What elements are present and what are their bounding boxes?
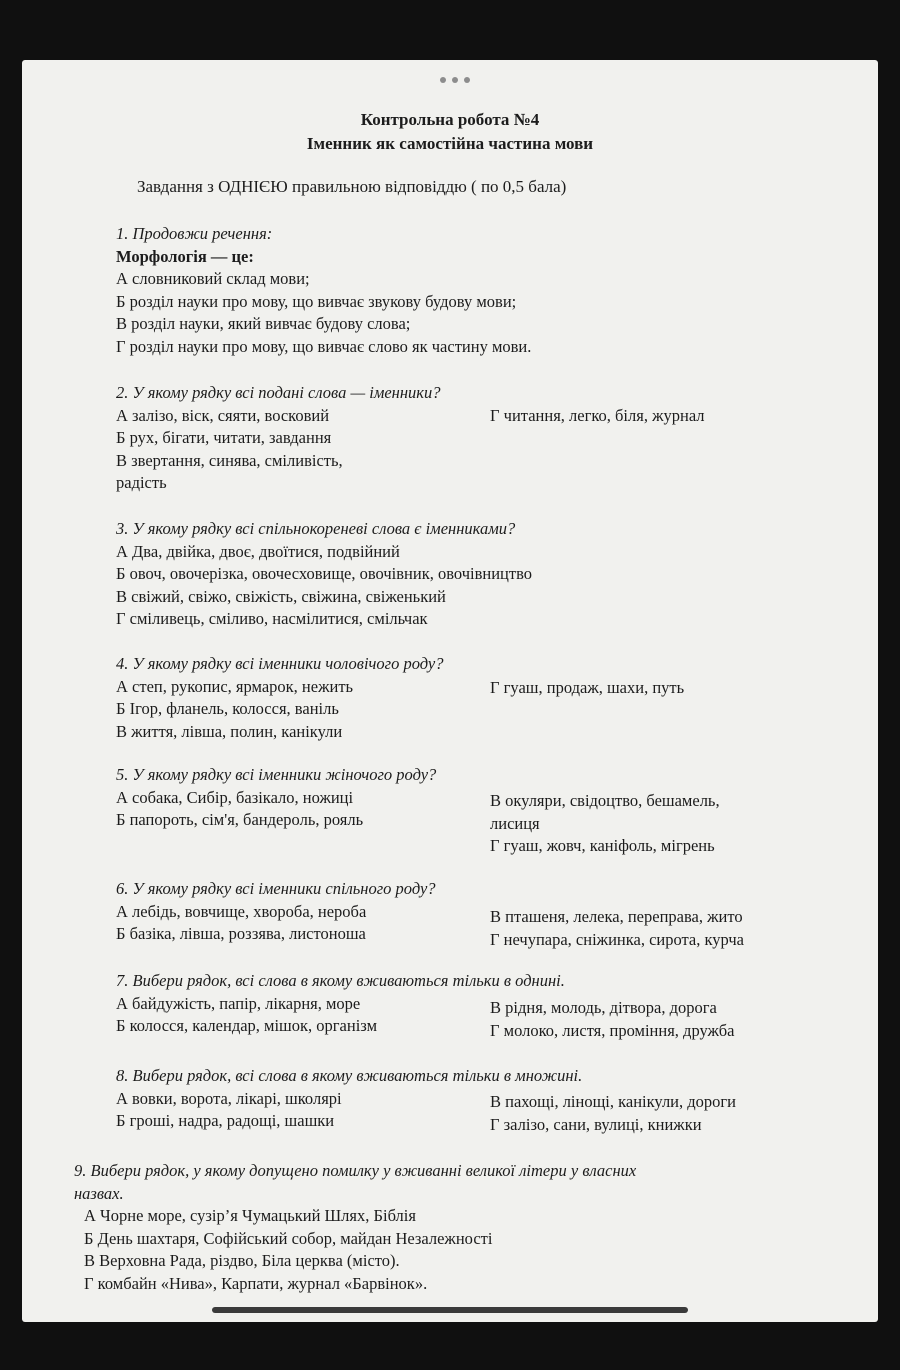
question-5-option-a: А собака, Сибір, базікало, ножиці (116, 787, 354, 807)
question-1-option-v: В розділ науки, який вивчає будову слова; (116, 314, 411, 333)
more-dots-icon[interactable] (440, 77, 470, 83)
question-6-option-v: В пташеня, лелека, переправа, жито (490, 907, 743, 926)
instruction: Завдання з ОДНІЄЮ правильною відповіддю ( по 0,5 бала) (137, 177, 567, 196)
question-3-option-v: В свіжий, свіжо, свіжість, свіжина, свіженький (116, 586, 446, 606)
question-2 (116, 382, 441, 495)
question-7-option-g: Г молоко, листя, проміння, дружба (490, 1020, 735, 1040)
question-1-option-a: А словниковий склад мови; (116, 269, 310, 288)
question-6-option-b: Б базіка, лівша, роззява, листоноша (116, 924, 366, 943)
question-8-option-a: А вовки, ворота, лікарі, школярі (116, 1088, 342, 1108)
question-4-option-b: Б Ігор, фланель, колосся, ваніль (116, 699, 339, 718)
question-7-option-a: А байдужість, папір, лікарня, море (116, 993, 361, 1013)
question-2-option-b: Б рух, бігати, читати, завдання (116, 428, 332, 447)
document-title: Контрольна робота №4 (360, 110, 540, 129)
question-3 (116, 518, 532, 631)
question-4-option-g: Г гуаш, продаж, шахи, путь (490, 678, 685, 697)
question-1-prompt: 1. Продовжи речення: (116, 224, 273, 243)
question-2-option-g: Г читання, легко, біля, журнал (490, 406, 705, 425)
question-9-prompt: 9. Вибери рядок, у якому допущено помилку у вживанні великої літери у власних (74, 1161, 637, 1180)
question-4 (116, 653, 443, 743)
question-8-option-g: Г залізо, сани, вулиці, книжки (490, 1114, 702, 1134)
question-9-option-a: А Чорне море, сузір’я Чумацький Шлях, Біблія (84, 1206, 416, 1225)
question-7-right-column (490, 997, 734, 1042)
question-5 (116, 764, 436, 832)
question-2-prompt: 2. У якому рядку всі подані слова — іменники? (116, 383, 441, 402)
question-9-option-b: Б День шахтаря, Софійський собор, майдан Незалежності (84, 1228, 493, 1248)
question-8-prompt: 8. Вибери рядок, всі слова в якому вживаються тільки в множині. (116, 1066, 583, 1085)
question-2-option-a: А залізо, віск, сяяти, восковий (116, 405, 330, 425)
question-6-prompt: 6. У якому рядку всі іменники спільного роду? (116, 879, 436, 898)
question-1-option-g: Г розділ науки про мову, що вивчає слово як частину мови. (116, 336, 532, 356)
home-indicator[interactable] (212, 1307, 688, 1313)
question-9-option-v: В Верховна Рада, різдво, Біла церква (місто). (84, 1251, 400, 1270)
question-6-right-column (490, 906, 744, 951)
question-6-option-a: А лебідь, вовчище, хвороба, нероба (116, 901, 367, 921)
question-9 (74, 1160, 636, 1295)
question-9-option-g: Г комбайн «Нива», Карпати, журнал «Барвінок». (84, 1273, 428, 1293)
question-1 (116, 223, 531, 358)
question-5-option-v: В окуляри, свідоцтво, бешамель, (490, 791, 720, 810)
question-8-option-b: Б гроші, надра, радощі, шашки (116, 1111, 335, 1130)
question-7-option-b: Б колосся, календар, мішок, організм (116, 1016, 378, 1035)
question-9-options (74, 1205, 636, 1295)
question-8-right-column (490, 1091, 736, 1136)
question-3-prompt: 3. У якому рядку всі спільнокореневі слова є іменниками? (116, 519, 516, 538)
question-5-option-g: Г гуаш, жовч, каніфоль, мігрень (490, 836, 715, 855)
document-page (22, 60, 878, 1322)
question-5-option-b: Б папороть, сім'я, бандероль, рояль (116, 810, 364, 829)
question-1-lead: Морфологія — це: (116, 246, 254, 266)
document-subtitle: Іменник як самостійна частина мови (306, 134, 594, 153)
question-5-right-column (490, 790, 720, 858)
question-8-option-v: В пахощі, лінощі, канікули, дороги (490, 1092, 737, 1111)
question-2-option-v-cont: радість (116, 473, 167, 492)
question-5-option-v-cont: лисиця (490, 813, 540, 833)
question-3-option-a: А Два, двійка, двоє, двоїтися, подвійний (116, 541, 400, 561)
question-4-option-a: А степ, рукопис, ярмарок, нежить (116, 676, 354, 696)
question-3-option-b: Б овоч, овочерізка, овочесховище, овочівник, овочівництво (116, 564, 533, 583)
question-4-prompt: 4. У якому рядку всі іменники чоловічого роду? (116, 654, 444, 673)
question-7-prompt: 7. Вибери рядок, всі слова в якому вживаються тільки в однині. (116, 971, 565, 990)
question-9-prompt-cont: назвах. (74, 1183, 124, 1203)
question-6 (116, 878, 436, 946)
question-3-option-g: Г сміливець, сміливо, насмілитися, смільчак (116, 609, 428, 628)
question-4-option-v: В життя, лівша, полин, канікули (116, 721, 343, 741)
question-5-prompt: 5. У якому рядку всі іменники жіночого роду? (116, 765, 437, 784)
question-7-option-v: В рідня, молодь, дітвора, дорога (490, 998, 717, 1017)
question-1-option-b: Б розділ науки про мову, що вивчає звукову будову мови; (116, 291, 517, 311)
question-2-option-v: В звертання, синява, сміливість, (116, 450, 343, 470)
question-6-option-g: Г нечупара, сніжинка, сирота, курча (490, 929, 744, 949)
